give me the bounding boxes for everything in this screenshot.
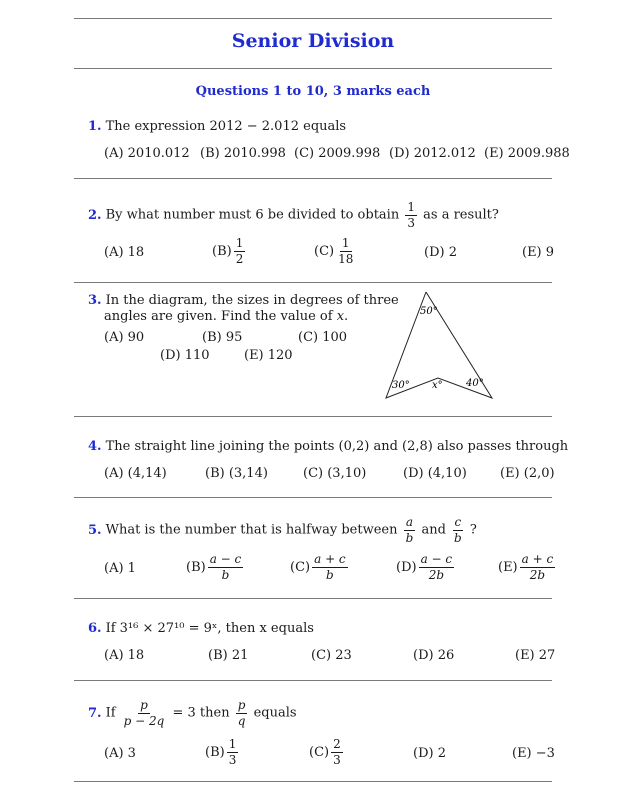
question-text: By what number must 6 be divided to obtain bbox=[105, 207, 400, 223]
option-a[interactable]: (A) 18 bbox=[104, 245, 145, 260]
separator bbox=[74, 178, 552, 179]
question-number: 2. bbox=[88, 207, 102, 223]
option-e[interactable]: (E) 27 bbox=[515, 648, 556, 663]
angle-label-x: x° bbox=[432, 380, 443, 391]
page-title: Senior Division bbox=[231, 30, 395, 52]
question-number: 3. bbox=[88, 293, 102, 308]
option-e[interactable]: (E) 2009.988 bbox=[484, 146, 570, 161]
angle-label-top: 50° bbox=[420, 306, 438, 317]
question-3-line2: angles are given. Find the value of x. bbox=[104, 309, 349, 324]
question-1 bbox=[88, 118, 346, 136]
bottom-rule bbox=[74, 781, 552, 782]
option-d[interactable]: (D) 2012.012 bbox=[389, 146, 476, 161]
option-c[interactable]: (C) $\frac{2}{3}$ bbox=[309, 737, 341, 767]
separator bbox=[74, 598, 552, 599]
separator bbox=[74, 680, 552, 681]
option-d[interactable]: (D) 110 bbox=[160, 348, 210, 363]
variable: x bbox=[336, 309, 345, 324]
question-number: 1. bbox=[88, 119, 102, 134]
option-a[interactable]: (A) 90 bbox=[104, 330, 145, 345]
option-a[interactable]: (A) 1 bbox=[104, 561, 136, 576]
option-b[interactable]: (B) 21 bbox=[208, 648, 249, 663]
question-text: The straight line joining the points (0,2) and (2,8) also passes through bbox=[105, 439, 569, 454]
option-c[interactable]: (C) 100 bbox=[298, 330, 348, 345]
angle-label-left: 30° bbox=[392, 380, 410, 391]
section-subtitle: Questions 1 to 10, 3 marks each bbox=[195, 84, 431, 99]
option-c[interactable]: (C) $\frac{a + c}{b}$ bbox=[290, 552, 346, 582]
option-b[interactable]: (B) (3,14) bbox=[205, 466, 268, 481]
question-2 bbox=[88, 200, 499, 231]
question-7: 7. If $\frac{p}{p - 2q}$ = 3 then $\frac{p}{q}$ equals bbox=[88, 698, 297, 728]
option-b[interactable]: (B) $\frac{a - c}{b}$ bbox=[186, 552, 242, 582]
option-d[interactable]: (D) $\frac{a - c}{2b}$ bbox=[396, 552, 453, 582]
option-c[interactable]: (C) $\frac{1}{18}$ bbox=[314, 236, 354, 266]
option-c[interactable]: (C) (3,10) bbox=[303, 466, 367, 481]
fraction-a-over-b: $\frac{a}{b}$ bbox=[405, 515, 414, 545]
question-text-end: as a result? bbox=[423, 207, 499, 223]
option-d[interactable]: (D) 2 bbox=[424, 245, 457, 260]
option-b[interactable]: (B) $\frac{1}{3}$ bbox=[205, 737, 237, 767]
fraction-c-over-b: $\frac{c}{b}$ bbox=[454, 515, 462, 545]
option-e[interactable]: (E) $\frac{a + c}{2b}$ bbox=[498, 552, 554, 582]
option-b[interactable]: (B) 2010.998 bbox=[200, 146, 286, 161]
option-b[interactable]: (B) $\frac{1}{2}$ bbox=[212, 236, 244, 266]
option-e[interactable]: (E) (2,0) bbox=[500, 466, 555, 481]
question-number: 7. bbox=[88, 705, 102, 721]
question-number: 6. bbox=[88, 621, 102, 636]
separator bbox=[74, 282, 552, 283]
option-e[interactable]: (E) 120 bbox=[244, 348, 293, 363]
option-b[interactable]: (B) 95 bbox=[202, 330, 243, 345]
question-number: 5. bbox=[88, 522, 102, 538]
separator bbox=[74, 497, 552, 498]
top-rule bbox=[74, 18, 552, 19]
option-c[interactable]: (C) 23 bbox=[311, 648, 352, 663]
option-a[interactable]: (A) (4,14) bbox=[104, 466, 167, 481]
angle-label-right: 40° bbox=[466, 378, 484, 389]
question-number: 4. bbox=[88, 439, 102, 454]
question-text: The expression 2012 − 2.012 equals bbox=[105, 119, 347, 134]
question-text: What is the number that is halfway between bbox=[105, 522, 398, 538]
option-e[interactable]: (E) −3 bbox=[512, 746, 555, 761]
question-4 bbox=[88, 438, 568, 456]
title-rule bbox=[74, 68, 552, 69]
question-text-line1: In the diagram, the sizes in degrees of three bbox=[105, 293, 399, 308]
option-a[interactable]: (A) 18 bbox=[104, 648, 145, 663]
fraction: $\frac{1}{3}$ bbox=[407, 200, 415, 230]
question-6 bbox=[88, 620, 314, 638]
option-a[interactable]: (A) 3 bbox=[104, 746, 136, 761]
separator bbox=[74, 416, 552, 417]
fraction-p-over-p-minus-2q: $\frac{p}{p - 2q}$ bbox=[123, 698, 165, 728]
question-text: If 3¹⁶ × 27¹⁰ = 9ˣ, then x equals bbox=[105, 621, 314, 636]
fraction-p-over-q: $\frac{p}{q}$ bbox=[237, 698, 246, 728]
option-e[interactable]: (E) 9 bbox=[522, 245, 555, 260]
option-c[interactable]: (C) 2009.998 bbox=[294, 146, 381, 161]
option-d[interactable]: (D) 2 bbox=[413, 746, 446, 761]
option-a[interactable]: (A) 2010.012 bbox=[104, 146, 190, 161]
question-5: 5. What is the number that is halfway between $\frac{a}{b}$ and $\frac{c}{b}$ ? bbox=[88, 515, 477, 545]
angle-diagram bbox=[380, 290, 500, 406]
option-d[interactable]: (D) (4,10) bbox=[403, 466, 467, 481]
option-d[interactable]: (D) 26 bbox=[413, 648, 455, 663]
